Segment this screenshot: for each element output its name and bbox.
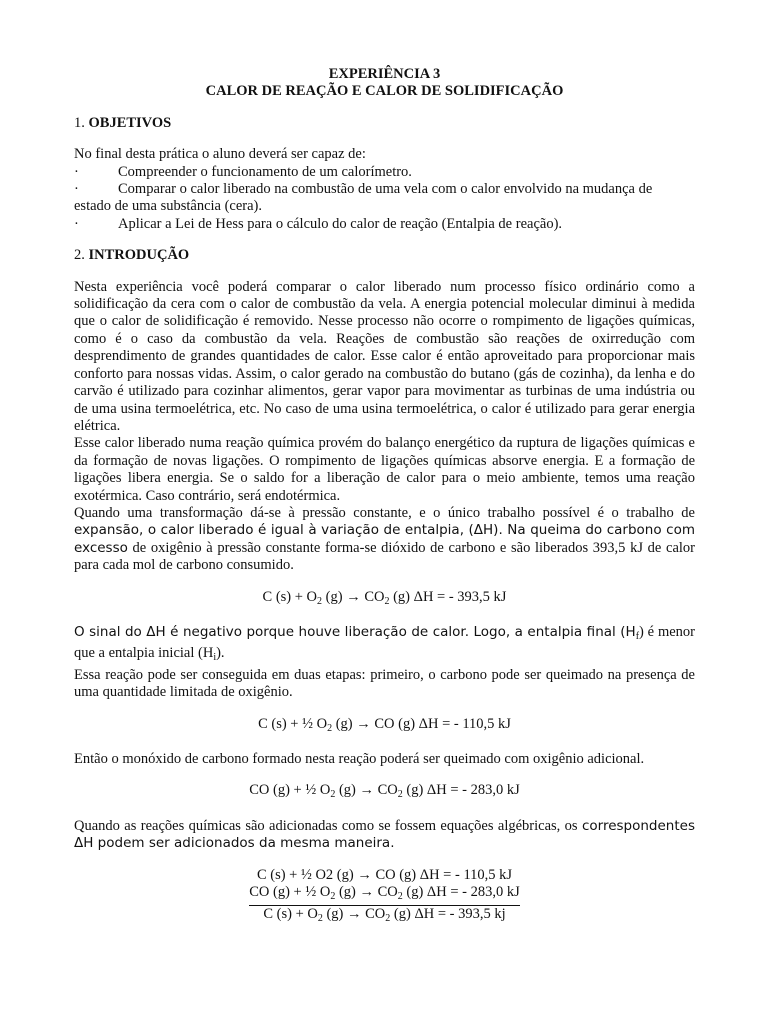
equation-part: (g) ΔH = - 283,0 kJ xyxy=(402,782,520,799)
subscript: 2 xyxy=(385,913,391,925)
subscript: 2 xyxy=(317,913,323,925)
objective-text: Comparar o calor liberado na combustão de uma vela com o calor envolvido na mudança de xyxy=(118,181,653,198)
section-heading-introduction xyxy=(74,247,695,264)
intro-paragraph: Então o monóxido de carbono formado nesta reação poderá ser queimado com oxigênio adicional. xyxy=(74,751,645,767)
section-number: 1. xyxy=(74,114,89,131)
intro-paragraph: Nesta experiência você poderá comparar o calor liberado num processo físico ordinário como a solidificação da cera com o calor de combustão da vela. A energia potencial molecular diminui à medida que o calor de solidificação é removido. Nesse processo não ocorre o rompimento de ligações químicas, como é o caso da combustão da vela. Reações de combustão são reações de oxirredução com desprendimento de grandes quantidades de calor. Esse calor é então aproveitado para proporcionar mais conforto para nossas vidas. Assim, o calor gerado na combustão do butano (gás de cozinha), da lenha e do carvão é utilizado para cozinhar alimentos, gerar vapor para movimentar as turbinas de uma indústria ou de uma usina termoelétrica, etc. No caso de uma usina termoelétrica, o calor é utilizado para gerar energia elétrica. xyxy=(74,278,695,434)
intro-paragraph xyxy=(74,818,695,853)
hess-law-sum xyxy=(74,867,695,928)
equation-part: CO (g) + ½ O xyxy=(249,782,331,799)
paragraph-text: correspondentes ΔH podem ser adicionados da mesma maneira. xyxy=(74,817,695,852)
objectives-intro: No final desta prática o aluno deverá ser capaz de: xyxy=(74,146,366,163)
equation-part: (g) ΔH = - 283,0 kJ xyxy=(402,884,520,901)
section-heading-objectives xyxy=(74,115,695,132)
objective-text: Compreender o funcionamento de um calorímetro. xyxy=(118,163,412,180)
subscript: f xyxy=(635,630,640,642)
equation-part: (g) → CO xyxy=(322,906,386,923)
paragraph-text: O sinal do ΔH é negativo porque houve liberação de calor. Logo, a entalpia final (H xyxy=(74,623,636,640)
sum-equation-line xyxy=(74,884,695,906)
bullet-icon: · xyxy=(74,163,79,180)
objective-continuation: estado de uma substância (cera). xyxy=(74,198,263,215)
equation-part: (g) → CO xyxy=(322,588,385,605)
subscript: 2 xyxy=(397,891,403,903)
equation-part: (g) → CO xyxy=(335,884,398,901)
equation-part: C (s) + O xyxy=(262,588,318,605)
objective-item xyxy=(74,164,695,181)
subscript: 2 xyxy=(330,789,336,801)
subscript: 2 xyxy=(327,722,333,734)
equation-part: CO (g) + ½ O xyxy=(249,884,331,901)
intro-paragraph xyxy=(74,505,695,575)
intro-paragraph: Esse calor liberado numa reação química provém do balanço energético da ruptura de ligações químicas e da formação de novas ligações. O rompimento de ligações químicas absorve energia. E a formação de ligações libera energia. Se o saldo for a liberação de calor para o meio ambiente, temos uma reação exotérmica. Caso contrário, será endotérmica. xyxy=(74,435,695,504)
equation-part: (g) ΔH = - 393,5 kJ xyxy=(389,588,507,605)
equation-part: (g) → CO xyxy=(335,782,398,799)
objective-text: Aplicar a Lei de Hess para o cálculo do calor de reação (Entalpia de reação). xyxy=(118,215,563,232)
equation-step-one xyxy=(74,716,695,737)
objective-item xyxy=(74,216,695,233)
equation-step-two xyxy=(74,782,695,803)
subscript: i xyxy=(213,652,217,664)
paragraph-text: Quando uma transformação dá-se à pressão constante, e o único trabalho possível é o trabalho de xyxy=(74,504,695,521)
objective-item xyxy=(74,181,695,198)
section-label: OBJETIVOS xyxy=(88,114,172,131)
intro-paragraph: Essa reação pode ser conseguida em duas etapas: primeiro, o carbono pode ser queimado na presença de uma quantidade limitada de oxigênio. xyxy=(74,666,695,701)
experiment-title: CALOR DE REAÇÃO E CALOR DE SOLIDIFICAÇÃO xyxy=(205,83,564,100)
subscript: 2 xyxy=(397,789,403,801)
bullet-icon: · xyxy=(74,215,79,232)
subscript: 2 xyxy=(330,891,336,903)
paragraph-text: ). xyxy=(216,645,225,662)
document-content xyxy=(74,66,695,928)
section-number: 2. xyxy=(74,247,89,264)
sum-equation-result xyxy=(74,906,695,927)
intro-paragraph xyxy=(74,624,695,667)
equation-part: (g) → CO (g) ΔH = - 110,5 kJ xyxy=(332,715,511,732)
subscript: 2 xyxy=(384,595,390,607)
equation-part: (g) ΔH = - 393,5 kj xyxy=(390,906,506,923)
subscript: 2 xyxy=(317,595,323,607)
equation-part: C (s) + O xyxy=(263,906,318,923)
bullet-icon: · xyxy=(74,181,79,198)
section-label: INTRODUÇÃO xyxy=(88,247,190,264)
equation-part: C (s) + ½ O xyxy=(258,715,328,732)
paragraph-text: Quando as reações químicas são adicionadas como se fossem equações algébricas, os xyxy=(74,817,582,834)
experiment-number: EXPERIÊNCIA 3 xyxy=(328,66,441,82)
sum-equation-line: C (s) + ½ O2 (g) → CO (g) ΔH = - 110,5 kJ xyxy=(256,866,513,883)
equation-combustion xyxy=(74,589,695,610)
paragraph-text: de oxigênio à pressão constante forma-se dióxido de carbono e são liberados 393,5 kJ de calor para cada mol de carbono consumido. xyxy=(74,539,695,574)
paragraph-text: expansão, o calor liberado é igual à variação de entalpia, (ΔH). Na queima do carbono com excesso xyxy=(74,522,695,556)
paragraph-text: ) é menor que a entalpia inicial (H xyxy=(74,623,695,662)
